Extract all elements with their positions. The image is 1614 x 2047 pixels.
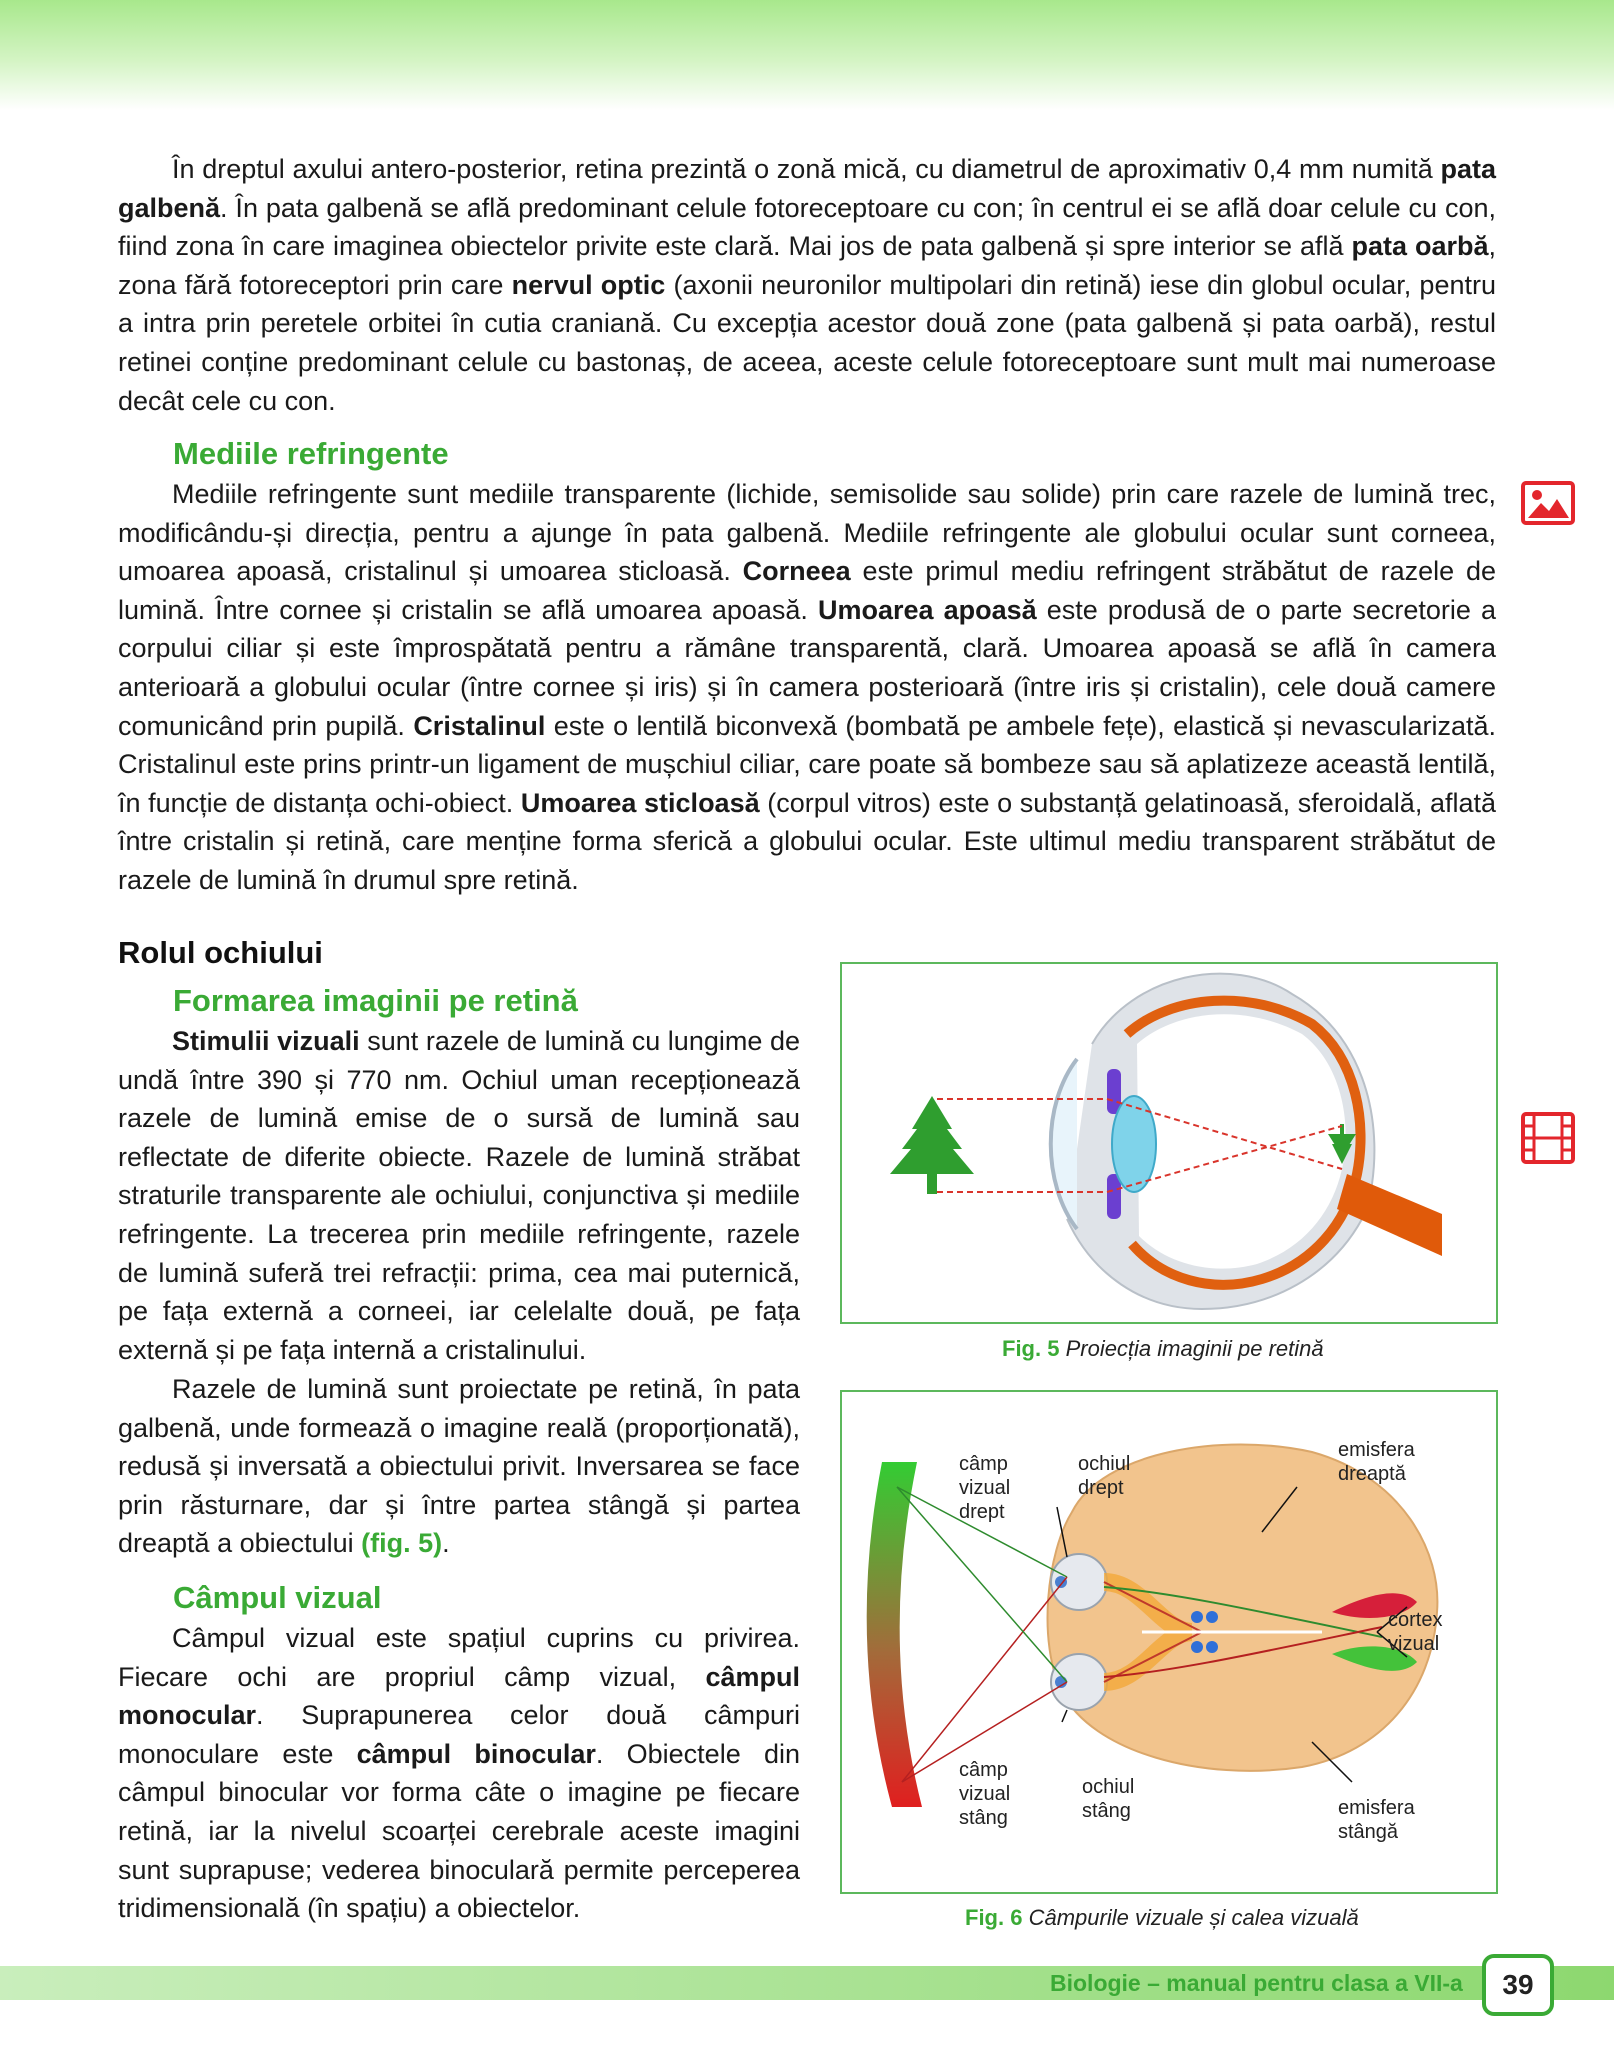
label-line: stângă — [1338, 1821, 1399, 1843]
figure-5-caption — [1002, 1336, 1324, 1362]
text-run: (fig. 5) — [361, 1528, 443, 1559]
film-icon[interactable] — [1521, 1112, 1575, 1169]
label-line: câmp — [959, 1453, 1008, 1475]
label-line: ochiul — [1082, 1776, 1135, 1798]
text-run: . Suprapunerea celor două câmpuri monoculare este — [118, 1700, 800, 1769]
header-band — [0, 0, 1614, 110]
inversare-paragraph — [118, 1370, 800, 1563]
figure-6-box — [840, 1390, 1498, 1894]
intro-paragraph — [118, 150, 1496, 420]
figure-5-number: Fig. 5 — [1002, 1336, 1060, 1361]
text-run: . — [442, 1528, 450, 1559]
label-emisfera-dreapta — [1338, 1438, 1415, 1486]
bold-term: Stimulii vizuali — [172, 1026, 360, 1056]
figure-5-caption-text: Proiecția imaginii pe retină — [1065, 1336, 1324, 1361]
label-line: drept — [1078, 1477, 1124, 1499]
label-ochiul-stang — [1082, 1775, 1134, 1823]
figure-5-box — [840, 962, 1498, 1324]
figure-6-number: Fig. 6 — [965, 1905, 1023, 1930]
figure-6-caption-text: Câmpurile vizuale și calea vizuală — [1028, 1905, 1359, 1930]
bold-term: câmpul binocular — [356, 1738, 596, 1769]
subheading-camp: Câmpul vizual — [173, 1580, 382, 1615]
label-camp-vizual-stang — [959, 1758, 1010, 1830]
label-line: emisfera — [1338, 1439, 1415, 1461]
label-line: stâng — [959, 1807, 1008, 1829]
eye-projection-illustration — [842, 964, 1496, 1322]
medii-paragraph — [118, 475, 1496, 900]
label-emisfera-stanga — [1338, 1796, 1415, 1844]
label-line: ochiul — [1078, 1453, 1131, 1475]
tree-object — [890, 1096, 974, 1194]
bold-term: câmpul monocular — [118, 1661, 800, 1731]
bold-term: Umoarea apoasă — [818, 594, 1037, 625]
label-line: dreaptă — [1338, 1463, 1406, 1485]
text-run: sunt razele de lumină cu lungime de undă între 390 și 770 nm. Ochiul uman recepționează razele de lumină emise de o sursă de lumină sau reflectate de diferite obiecte. Razele de lumină străbat straturile transparente ale ochiului, conjunctiva și mediile refringente. La trecerea prin mediile refringente, razele de lumină suferă trei refracții: prima, cea mai puternică, pe fața externă a corneei, iar celelalte două, pe fața externă și pe fața internă a cristalinului. — [118, 1026, 800, 1365]
bold-term: pata galbenă — [118, 154, 1496, 223]
formarea-paragraph — [118, 1022, 800, 1369]
label-camp-vizual-drept — [959, 1452, 1010, 1524]
text-run: Razele de lumină sunt proiectate pe retină, în pata galbenă, unde formează o imagine reală (proporționată), redusă și inversată a obiectului privit. Inversarea se face prin răsturnare, dar și între partea stângă și partea dreaptă a obiectului — [118, 1374, 800, 1559]
section-heading-medii: Mediile refringente — [173, 436, 449, 471]
bold-term: Corneea — [742, 556, 851, 587]
page-number: 39 — [1482, 1954, 1554, 2016]
camp-paragraph — [118, 1619, 800, 1928]
subheading-formarea: Formarea imaginii pe retină — [173, 983, 578, 1018]
label-line: emisfera — [1338, 1797, 1415, 1819]
label-cortex-vizual — [1388, 1608, 1442, 1656]
label-line: drept — [959, 1501, 1005, 1523]
bold-term: pata oarbă — [1351, 231, 1489, 262]
text-run: (axonii neuronilor multipolari din retină) iese din globul ocular, pentru a intra prin peretele orbitei în cutia craniană. Cu excepția acestor două zone (pata galbenă și pata oarbă), restul retinei conține predominant celule cu bastonaș, de aceea, aceste celule fotoreceptoare sunt mult mai numeroase decât cele cu con. — [118, 269, 1496, 416]
footer-title: Biologie – manual pentru clasa a VII-a — [1050, 1970, 1463, 1996]
text-run: Mediile refringente sunt mediile transparente (lichide, semisolide sau solide) prin care razele de lumină trec, modificându-și direcția, pentru a ajunge în pata galbenă. Mediile refringente ale globului ocular sunt corneea, umoarea apoasă, cristalinul și umoarea sticloasă. — [118, 479, 1496, 587]
text-run: . În pata galbenă se află predominant celule fotoreceptoare cu con; în centrul ei se află doar celule cu con, fiind zona în care imaginea obiectelor privite este clară. Mai jos de pata galbenă și spre interior se află — [118, 192, 1496, 262]
label-line: vizual — [1388, 1633, 1440, 1655]
label-line: câmp — [959, 1759, 1008, 1781]
text-run: este produsă de o parte secretorie a corpului ciliar și este împrospătată pentru a rămâne transparentă, clară. Umoarea apoasă se află în camera anterioară a globului ocular (între cornee și iris) și în camera posterioară (între iris și cristalin), cele două camere comunicând prin pupilă. — [118, 594, 1496, 741]
bold-term: nervul optic — [511, 269, 666, 300]
image-icon[interactable] — [1521, 481, 1575, 530]
text-run: (corpul vitros) este o substanță gelatinoasă, sferoidală, aflată între cristalin și retină, care menține forma sferică a globului ocular. Este ultimul mediu transparent străbătut de razele de lumină în drumul spre retină. — [118, 787, 1496, 895]
label-line: vizual — [959, 1783, 1011, 1805]
bold-term: Umoarea sticloasă — [520, 787, 760, 818]
label-ochiul-drept — [1078, 1452, 1130, 1500]
text-run: În dreptul axului antero-posterior, retina prezintă o zonă mică, cu diametrul de aproximativ 0,4 mm numită — [172, 154, 1441, 184]
label-line: vizual — [959, 1477, 1011, 1499]
section-heading-rolul: Rolul ochiului — [118, 935, 323, 970]
figure-6-caption — [965, 1905, 1359, 1931]
label-line: cortex — [1388, 1609, 1443, 1631]
text-run: , zona fără fotoreceptori prin care — [118, 231, 1496, 300]
bold-term: Cristalinul — [413, 710, 546, 741]
text-run: . Obiectele din câmpul binocular vor forma câte o imagine pe fiecare retină, iar la nivelul scoarței cerebrale aceste imagini sunt suprapuse; vederea binoculară permite perceperea tridimensională (în spațiu) a obiectelor. — [118, 1738, 800, 1924]
text-run: este primul mediu refringent străbătut de razele de lumină. Între cornee și cristalin se află umoarea apoasă. — [118, 556, 1496, 625]
text-run: este o lentilă biconvexă (bombată pe ambele fețe), elastică și nevascularizată. Cristalinul este prins printr-un ligament de mușchiul ciliar, care poate să bombeze sau să aplatizeze această lentilă, în funcție de distanța ochi-obiect. — [118, 710, 1496, 818]
label-line: stâng — [1082, 1800, 1131, 1822]
text-run: Câmpul vizual este spațiul cuprins cu privirea. Fiecare ochi are propriul câmp vizual, — [118, 1623, 800, 1692]
